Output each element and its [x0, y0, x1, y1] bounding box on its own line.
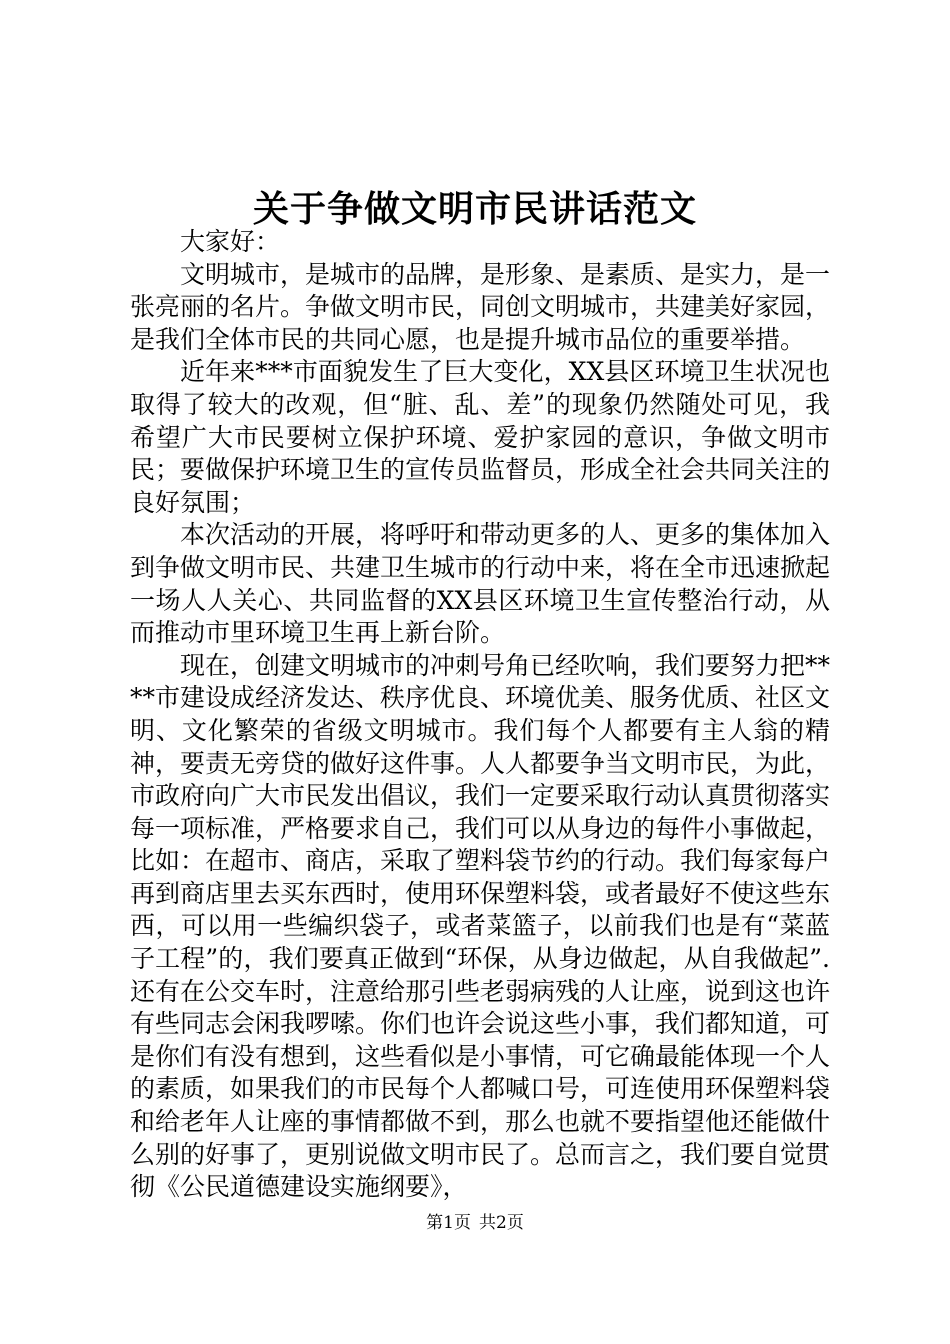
greeting-paragraph: 大家好： — [180, 227, 281, 256]
body-paragraph: 现在，创建文明城市的冲刺号角已经吹响，我们要努力把****市建设成经济发达、秩序优良、环境优美、服务优质、社区文明、文化繁荣的省级文明城市。我们每个人都要有主人翁的精神，要责无旁贷的做好这件事。人人都要争当文明市民，为此，市政府向广大市民发出倡议，我们一定要采取行动认真贯彻落实每一项标准，严格要求自己，我们可以从身边的每件小事做起，比如：在超市、商店，采取了塑料袋节约的行动。我们每家每户再到商店里去买东西时，使用环保塑料袋，或者最好不使这些东西，可以用一些编织袋子，或者菜篮子，以前我们也是有“菜蓝子工程”的，我们要真正做到“环保，从身边做起，从自我做起”.还有在公交车时，注意给那引些老弱病残的人让座，说到这也许有些同志会闲我啰嗦。你们也许会说这些小事，我们都知道，可是你们有没有想到，这些看似是小事情，可它确最能体现一个人的素质，如果我们的市民每个人都喊口号，可连使用环保塑料袋和给老年人让座的事情都做不到，那么也就不要指望他还能做什么别的好事了，更别说做文明市民了。总而言之，我们要自觉贯彻《公民道德建设实施纲要》， — [130, 650, 831, 1202]
body-paragraph: 近年来***市面貌发生了巨大变化，XX县区环境卫生状况也取得了较大的改观，但“脏、乱、差”的现象仍然随处可见，我希望广大市民要树立保护环境、爱护家园的意识，争做文明市民；要做保护环境卫生的宣传员监督员，形成全社会共同关注的良好氛围； — [130, 357, 831, 517]
page-number-total: 共2页 — [479, 1213, 524, 1233]
page-footer — [0, 1211, 950, 1235]
body-paragraph: 本次活动的开展，将呼吁和带动更多的人、更多的集体加入到争做文明市民、共建卫生城市的行动中来，将在全市迅速掀起一场人人关心、共同监督的XX县区环境卫生宣传整治行动，从而推动市里环境卫生再上新台阶。 — [130, 520, 831, 648]
body-paragraph: 文明城市，是城市的品牌，是形象、是素质、是实力，是一张亮丽的名片。争做文明市民，同创文明城市，共建美好家园，是我们全体市民的共同心愿，也是提升城市品位的重要举措。 — [130, 259, 831, 354]
document-title: 关于争做文明市民讲话范文 — [252, 188, 697, 230]
document-body — [130, 226, 830, 1204]
page-number-current: 第1页 — [426, 1213, 471, 1233]
